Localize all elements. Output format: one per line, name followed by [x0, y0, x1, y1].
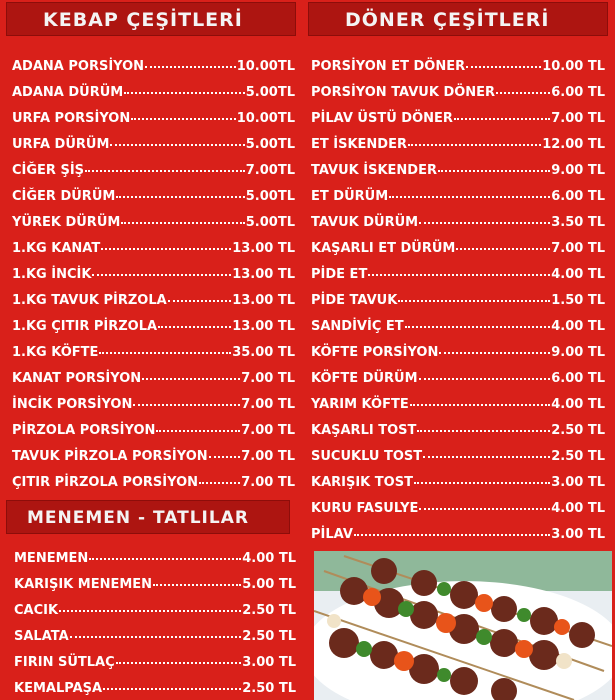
- kebap-menu-item: [12, 100, 295, 126]
- doner-menu-item: [311, 360, 605, 386]
- dot-leader: [417, 430, 550, 432]
- item-price: 13.00 TL: [232, 241, 295, 256]
- item-price: 13.00 TL: [232, 267, 295, 282]
- kebap-menu-item: [12, 308, 295, 334]
- doner-menu-item: [311, 490, 605, 516]
- item-price: 10.00TL: [236, 111, 295, 126]
- item-price: 6.00 TL: [551, 371, 605, 386]
- item-name: FIRIN SÜTLAÇ: [14, 655, 115, 670]
- item-price: 3.00 TL: [551, 475, 605, 490]
- dot-leader: [438, 170, 550, 172]
- item-name: ET İSKENDER: [311, 137, 407, 152]
- dot-leader: [103, 688, 241, 690]
- dot-leader: [85, 170, 245, 172]
- doner-menu-item: [311, 100, 605, 126]
- item-price: 1.50 TL: [551, 293, 605, 308]
- dot-leader: [405, 326, 551, 328]
- dot-leader: [110, 144, 244, 146]
- doner-header: DÖNER ÇEŞİTLERİ: [308, 2, 608, 36]
- kebap-menu-item: [12, 126, 295, 152]
- item-name: SANDİVİÇ ET: [311, 319, 404, 334]
- item-name: 1.KG İNCİK: [12, 267, 92, 282]
- doner-menu-item: [311, 386, 605, 412]
- kebap-menu-item: [12, 412, 295, 438]
- item-name: KAŞARLI TOST: [311, 423, 417, 438]
- dot-leader: [59, 610, 241, 612]
- dot-leader: [354, 534, 550, 536]
- dot-leader: [456, 248, 550, 250]
- kebab-skewer-icon: [314, 551, 612, 700]
- item-price: 4.00 TL: [242, 551, 296, 566]
- doner-menu-item: [311, 230, 605, 256]
- dot-leader: [70, 636, 242, 638]
- kebap-menu-item: [12, 152, 295, 178]
- item-name: MENEMEN: [14, 551, 89, 566]
- item-price: 4.00 TL: [551, 397, 605, 412]
- kebap-menu-item: [12, 282, 295, 308]
- item-name: CACIK: [14, 603, 59, 618]
- kebab-skewer-photo: [314, 551, 612, 700]
- doner-menu-item: [311, 438, 605, 464]
- item-price: 7.00 TL: [241, 475, 295, 490]
- doner-menu-item: [311, 464, 605, 490]
- item-name: PİDE TAVUK: [311, 293, 398, 308]
- doner-menu-item: [311, 126, 605, 152]
- dot-leader: [131, 118, 236, 120]
- item-price: 13.00 TL: [232, 319, 295, 334]
- item-price: 12.00 TL: [542, 137, 605, 152]
- item-name: URFA DÜRÜM: [12, 137, 110, 152]
- item-name: ADANA DÜRÜM: [12, 85, 124, 100]
- item-name: CİĞER DÜRÜM: [12, 189, 116, 204]
- kebap-list: [12, 48, 295, 490]
- item-name: KANAT PORSİYON: [12, 371, 142, 386]
- dot-leader: [466, 66, 541, 68]
- item-name: TAVUK İSKENDER: [311, 163, 437, 178]
- item-name: KÖFTE DÜRÜM: [311, 371, 418, 386]
- menemen-menu-item: [14, 670, 296, 696]
- item-price: 7.00 TL: [551, 111, 605, 126]
- kebap-menu-item: [12, 360, 295, 386]
- kebap-menu-item: [12, 204, 295, 230]
- dot-leader: [398, 300, 550, 302]
- item-price: 10.00TL: [236, 59, 295, 74]
- item-price: 2.50 TL: [551, 449, 605, 464]
- dot-leader: [389, 196, 550, 198]
- dot-leader: [158, 326, 231, 328]
- dot-leader: [419, 508, 550, 510]
- item-price: 4.00 TL: [551, 501, 605, 516]
- dot-leader: [133, 404, 240, 406]
- item-price: 5.00TL: [245, 189, 295, 204]
- doner-menu-item: [311, 256, 605, 282]
- item-name: 1.KG TAVUK PİRZOLA: [12, 293, 167, 308]
- item-price: 35.00 TL: [232, 345, 295, 360]
- item-price: 5.00TL: [245, 137, 295, 152]
- dot-leader: [99, 352, 231, 354]
- menemen-menu-item: [14, 618, 296, 644]
- item-price: 7.00TL: [245, 163, 295, 178]
- menemen-header: MENEMEN - TATLILAR: [6, 500, 290, 534]
- dot-leader: [419, 378, 551, 380]
- item-price: 2.50 TL: [242, 681, 296, 696]
- dot-leader: [121, 222, 244, 224]
- item-price: 13.00 TL: [232, 293, 295, 308]
- dot-leader: [124, 92, 245, 94]
- item-price: 3.00 TL: [242, 655, 296, 670]
- dot-leader: [454, 118, 550, 120]
- item-price: 2.50 TL: [242, 603, 296, 618]
- item-name: PİLAV: [311, 527, 353, 542]
- item-name: YARIM KÖFTE: [311, 397, 409, 412]
- dot-leader: [142, 378, 240, 380]
- item-name: ÇITIR PİRZOLA PORSİYON: [12, 475, 199, 490]
- doner-menu-item: [311, 204, 605, 230]
- item-price: 5.00 TL: [242, 577, 296, 592]
- item-price: 9.00 TL: [551, 163, 605, 178]
- item-name: TAVUK DÜRÜM: [311, 215, 419, 230]
- kebap-menu-item: [12, 256, 295, 282]
- dot-leader: [153, 584, 241, 586]
- menemen-list: [14, 540, 296, 696]
- dot-leader: [145, 66, 236, 68]
- item-name: ADANA PORSİYON: [12, 59, 145, 74]
- kebap-menu-item: [12, 438, 295, 464]
- item-name: CİĞER ŞİŞ: [12, 163, 85, 178]
- item-price: 7.00 TL: [241, 423, 295, 438]
- menemen-menu-item: [14, 540, 296, 566]
- dot-leader: [89, 558, 241, 560]
- dot-leader: [92, 274, 231, 276]
- dot-leader: [101, 248, 231, 250]
- item-price: 2.50 TL: [242, 629, 296, 644]
- doner-menu-item: [311, 308, 605, 334]
- item-name: 1.KG KÖFTE: [12, 345, 99, 360]
- kebap-menu-item: [12, 386, 295, 412]
- item-name: KEMALPAŞA: [14, 681, 103, 696]
- item-price: 7.00 TL: [241, 397, 295, 412]
- menemen-menu-item: [14, 592, 296, 618]
- dot-leader: [419, 222, 550, 224]
- item-name: 1.KG ÇITIR PİRZOLA: [12, 319, 158, 334]
- item-price: 7.00 TL: [241, 371, 295, 386]
- dot-leader: [209, 456, 241, 458]
- item-name: KARIŞIK MENEMEN: [14, 577, 153, 592]
- item-name: SALATA: [14, 629, 69, 644]
- kebap-menu-item: [12, 48, 295, 74]
- item-price: 6.00 TL: [551, 85, 605, 100]
- item-name: PORSİYON ET DÖNER: [311, 59, 466, 74]
- item-name: YÜREK DÜRÜM: [12, 215, 121, 230]
- kebap-menu-item: [12, 464, 295, 490]
- dot-leader: [116, 662, 242, 664]
- item-name: PORSİYON TAVUK DÖNER: [311, 85, 496, 100]
- item-price: 5.00TL: [245, 215, 295, 230]
- item-name: KÖFTE PORSİYON: [311, 345, 439, 360]
- doner-menu-item: [311, 412, 605, 438]
- dot-leader: [156, 430, 240, 432]
- item-price: 4.00 TL: [551, 267, 605, 282]
- dot-leader: [414, 482, 550, 484]
- item-price: 7.00 TL: [241, 449, 295, 464]
- item-name: URFA PORSİYON: [12, 111, 131, 126]
- item-name: İNCİK PORSİYON: [12, 397, 133, 412]
- item-name: SUCUKLU TOST: [311, 449, 423, 464]
- kebap-header: KEBAP ÇEŞİTLERİ: [6, 2, 296, 36]
- item-price: 10.00 TL: [542, 59, 605, 74]
- doner-menu-item: [311, 334, 605, 360]
- item-price: 9.00 TL: [551, 345, 605, 360]
- dot-leader: [496, 92, 550, 94]
- item-name: KAŞARLI ET DÜRÜM: [311, 241, 456, 256]
- doner-menu-item: [311, 282, 605, 308]
- item-name: PİRZOLA PORSİYON: [12, 423, 156, 438]
- item-name: PİLAV ÜSTÜ DÖNER: [311, 111, 453, 126]
- dot-leader: [116, 196, 244, 198]
- dot-leader: [168, 300, 231, 302]
- doner-menu-item: [311, 152, 605, 178]
- dot-leader: [199, 482, 240, 484]
- doner-menu-item: [311, 48, 605, 74]
- menemen-menu-item: [14, 644, 296, 670]
- dot-leader: [408, 144, 541, 146]
- item-name: PİDE ET: [311, 267, 368, 282]
- item-price: 5.00TL: [245, 85, 295, 100]
- kebap-menu-item: [12, 178, 295, 204]
- dot-leader: [410, 404, 551, 406]
- dot-leader: [423, 456, 550, 458]
- item-name: KARIŞIK TOST: [311, 475, 413, 490]
- dot-leader: [368, 274, 550, 276]
- item-price: 3.00 TL: [551, 527, 605, 542]
- item-price: 7.00 TL: [551, 241, 605, 256]
- item-name: KURU FASULYE: [311, 501, 419, 516]
- doner-menu-item: [311, 178, 605, 204]
- item-price: 6.00 TL: [551, 189, 605, 204]
- item-name: TAVUK PİRZOLA PORSİYON: [12, 449, 208, 464]
- item-price: 4.00 TL: [551, 319, 605, 334]
- item-price: 3.50 TL: [551, 215, 605, 230]
- dot-leader: [439, 352, 550, 354]
- item-name: 1.KG KANAT: [12, 241, 101, 256]
- menemen-menu-item: [14, 566, 296, 592]
- kebap-menu-item: [12, 334, 295, 360]
- doner-menu-item: [311, 516, 605, 542]
- kebap-menu-item: [12, 230, 295, 256]
- item-price: 2.50 TL: [551, 423, 605, 438]
- doner-list: [311, 48, 605, 542]
- item-name: ET DÜRÜM: [311, 189, 389, 204]
- doner-menu-item: [311, 74, 605, 100]
- kebap-menu-item: [12, 74, 295, 100]
